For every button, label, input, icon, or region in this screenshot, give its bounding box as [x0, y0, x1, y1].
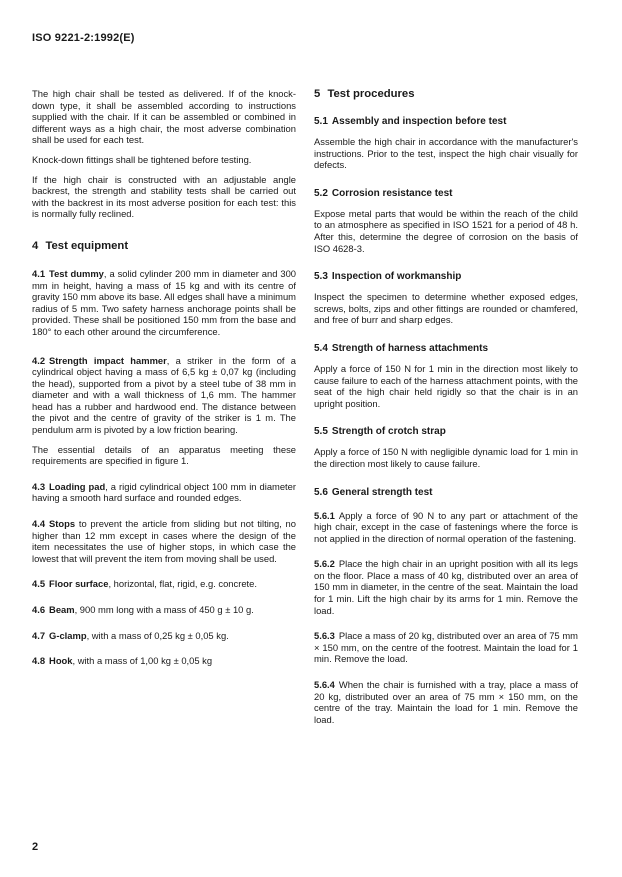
section-5-heading: [314, 88, 578, 100]
document-header: ISO 9221-2:1992(E): [32, 32, 135, 44]
equipment-item-4-4: 4.4 Stops to prevent the article from sliding but not tilting, no higher than 12 mm except in cases where the design of the item necessitates the use of higher stops, in which case the lowest that will prevent the item from moving shall be used.: [32, 518, 296, 564]
section-title: Test procedures: [327, 88, 415, 100]
section-4-heading: [32, 240, 296, 252]
subsection-5-4-heading: 5.4 Strength of harness attachments: [314, 342, 489, 354]
intro-paragraph: The high chair shall be tested as delivered. If of the knock-down type, it shall be assembled according to instructions supplied with the chair. If it can be assembled or combined in different ways as a high chair, the most adverse combination shall be used for each test.: [32, 88, 296, 146]
subsection-5-1-heading: 5.1 Assembly and inspection before test: [314, 116, 507, 127]
strength-item-5-6-2: 5.6.2 Place the high chair in an upright position with all its legs on the floor. Place a mass of 40 kg, distributed over an area of 150 mm in diameter, in the centre of the seat. Maintain the load for 1 min. Lift the high chair by its arms for 1 min. Remove the load.: [314, 558, 578, 616]
equipment-item-4-6: 4.6 Beam, 900 mm long with a mass of 450 g ± 10 g.: [32, 604, 254, 615]
subsection-5-1-text: Assemble the high chair in accordance with the manufacturer's instructions. Prior to the test, inspect the high chair visually for defects.: [314, 136, 578, 171]
equipment-item-4-7: 4.7 G-clamp, with a mass of 0,25 kg ± 0,05 kg.: [32, 629, 229, 641]
right-column: [314, 88, 578, 725]
strength-item-5-6-4: 5.6.4 When the chair is furnished with a tray, place a mass of 20 kg, distributed over an area of 75 mm × 150 mm, on the centre of the tray. Maintain the load for 1 min. Remove the load.: [314, 679, 578, 725]
subsection-5-6-heading: 5.6 General strength test: [314, 486, 433, 498]
subsection-5-4-text: Apply a force of 150 N for 1 min in the direction most likely to cause failure to each of the harness attachment points, with the seat of the high chair held rigidly so that the chair is in an upright position.: [314, 362, 578, 409]
equipment-item-4-5: 4.5 Floor surface, horizontal, flat, rigid, e.g. concrete.: [32, 578, 257, 590]
subsection-5-2-text: Expose metal parts that would be within the reach of the child to an atmosphere as specified in ISO 1521 for a period of 48 h. After this, determine the degree of corrosion on the basis of ISO 4628-3.: [314, 207, 578, 254]
equipment-item-4-1: 4.1 Test dummy, a solid cylinder 200 mm in diameter and 300 mm in height, having a mass of 15 kg and with its centre of gravity 150 mm above its base. All edges shall have a minimum radius of 5 mm. Two safety harness anchorage points shall be provided. These shall be positioned 150 mm from the base and 180° to each other around the circumference.: [32, 267, 296, 337]
section-number: 5: [314, 88, 321, 100]
equipment-item-4-3: 4.3 Loading pad, a rigid cylindrical object 100 mm in diameter having a smooth hard surface and rounded edges.: [32, 480, 297, 504]
section-number: 4: [32, 239, 39, 252]
strength-item-5-6-1: 5.6.1 Apply a force of 90 N to any part or attachment of the high chair, except in the case of fastenings where the force is not applied in the direction of normal operation of the fastening.: [314, 509, 578, 544]
subsection-5-2-heading: 5.2 Corrosion resistance test: [314, 187, 453, 199]
subsection-5-3-heading: 5.3 Inspection of workmanship: [314, 271, 462, 283]
page-number: 2: [32, 841, 39, 853]
subsection-5-5-heading: 5.5 Strength of crotch strap: [314, 426, 446, 438]
intro-paragraph: Knock-down fittings shall be tightened before testing.: [32, 153, 252, 165]
equipment-item-4-2: 4.2 Strength impact hammer, a striker in the form of a cylindrical object having a mass of 6,5 kg ± 0,07 kg (including the head), supported from a pivot by a steel tube of 38 mm in diameter and with a wall thickness of 1,6 mm. The hammer head has a rubber and hardwood end. The distance between the pivot and the centre of gravity of the striker is 1 m. The pendulum arm is pivoted by a low friction bearing.: [32, 354, 296, 436]
subsection-5-3-text: Inspect the specimen to determine whether exposed edges, screws, bolts, zips and other fittings are rounded or chamfered, and free of burr and sharp edges.: [314, 291, 578, 326]
left-column: [32, 88, 296, 667]
subsection-5-5-text: Apply a force of 150 N with negligible dynamic load for 1 min in the direction most likely to cause failure.: [314, 446, 578, 469]
section-title: Test equipment: [45, 239, 129, 252]
equipment-item-4-8: 4.8 Hook, with a mass of 1,00 kg ± 0,05 kg: [32, 655, 213, 667]
strength-item-5-6-3: 5.6.3 Place a mass of 20 kg, distributed over an area of 75 mm × 150 mm, on the centre of the footrest. Maintain the load for 1 min. Remove the load.: [314, 630, 578, 665]
intro-paragraph: If the high chair is constructed with an adjustable angle backrest, the strength and stability tests shall be carried out with the backrest in its most adverse position for each test: this is normally fully reclined.: [32, 173, 296, 220]
equipment-note: The essential details of an apparatus meeting these requirements are specified in figure 1.: [32, 443, 296, 467]
